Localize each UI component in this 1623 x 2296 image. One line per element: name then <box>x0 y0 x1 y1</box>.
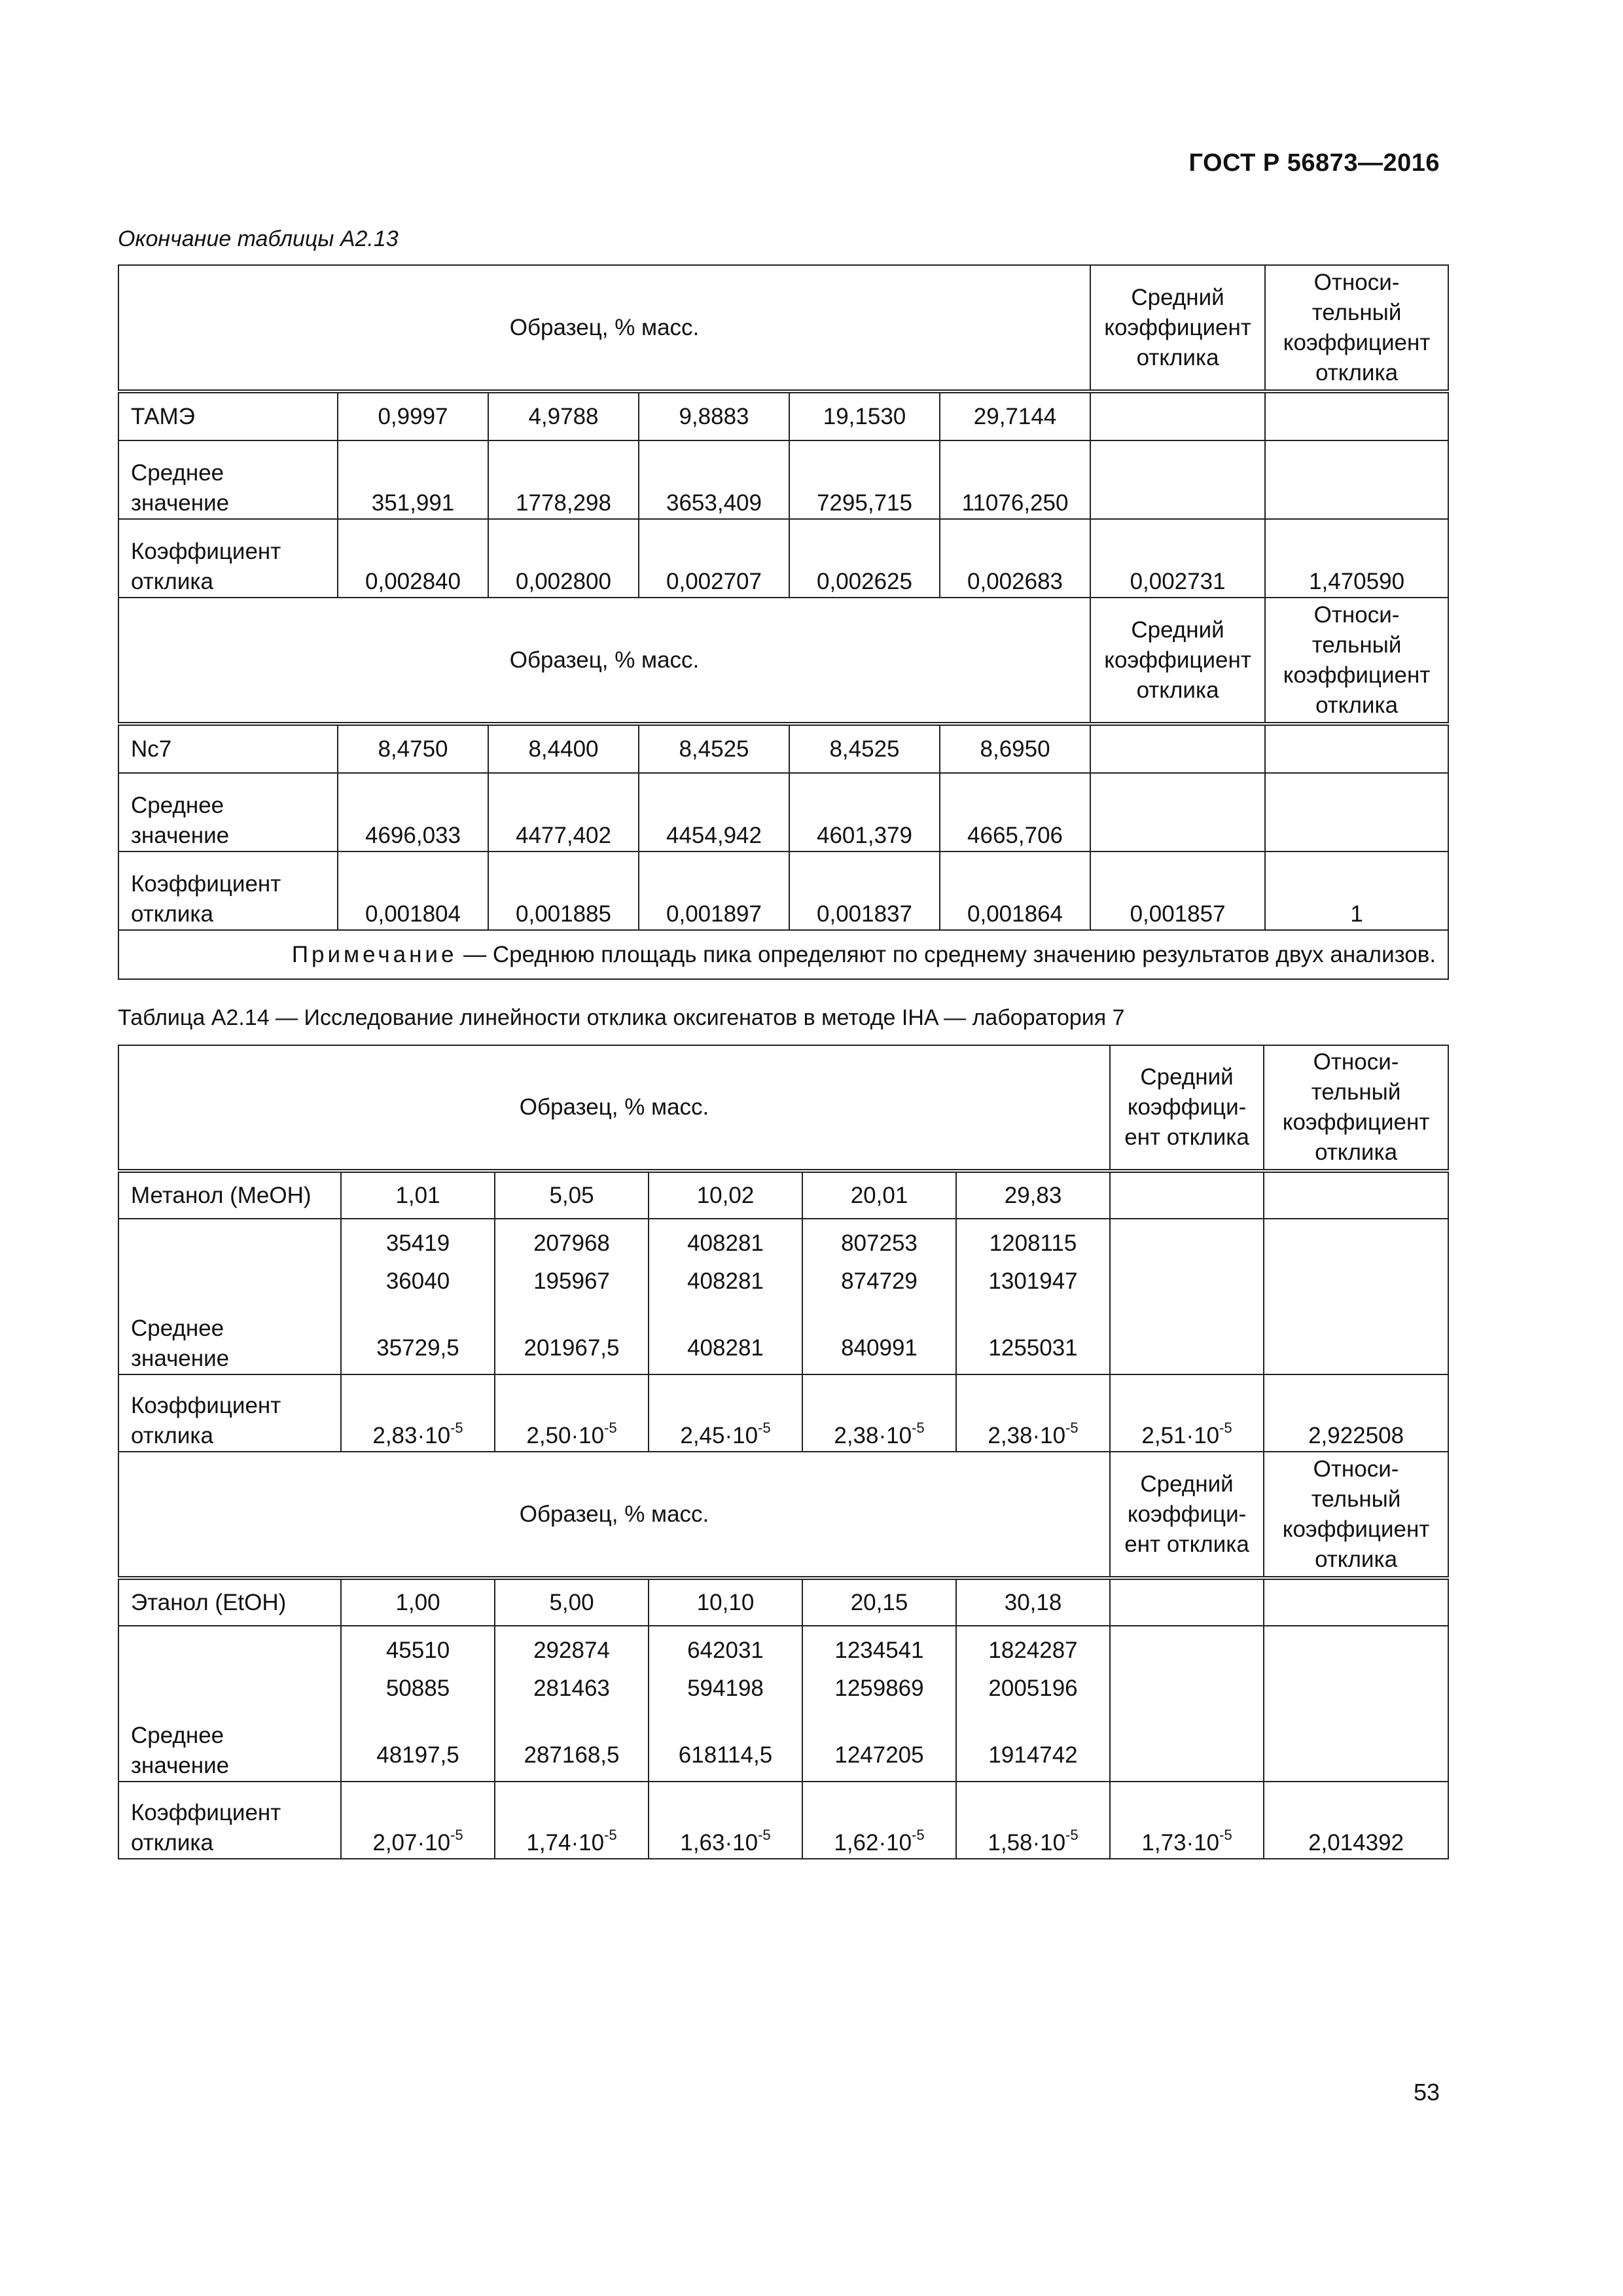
concentration-cell: 8,4525 <box>639 724 789 773</box>
table-row <box>118 1782 1448 1859</box>
empty-cell <box>1265 440 1448 519</box>
coefficient-cell: 0,002707 <box>639 519 789 598</box>
coefficient-cell: 0,002800 <box>488 519 639 598</box>
coefficient-cell: 0,001897 <box>639 852 789 930</box>
avg-coefficient-cell: $1,73\cdot 10^{-5}$ <box>1110 1782 1264 1859</box>
table-row <box>118 440 1448 519</box>
empty-cell <box>1265 724 1448 773</box>
mean-cell: 351,991 <box>338 440 488 519</box>
coefficient-cell: 0,001837 <box>789 852 940 930</box>
concentration-cell: 8,4525 <box>789 724 940 773</box>
header-sample: Образец, % масс. <box>118 1452 1110 1578</box>
area-values-cell: 292874 281463 287168,5 <box>495 1626 649 1782</box>
concentration-cell: 20,01 <box>802 1171 956 1219</box>
concentration-cell: 8,4400 <box>488 724 639 773</box>
header-avg-coefficient: Средний коэффициент отклика <box>1090 598 1265 724</box>
table-continuation-caption: Окончание таблицы А2.13 <box>118 226 399 251</box>
concentration-cell: 1,00 <box>341 1578 495 1626</box>
area-values-cell: 1824287 2005196 1914742 <box>956 1626 1110 1782</box>
table-caption: Таблица А2.14 — Исследование линейности отклика оксигенатов в методе IHA — лаборатория 7 <box>118 1005 1125 1030</box>
table-row <box>118 852 1448 930</box>
coefficient-cell: $2,07\cdot 10^{-5}$ <box>341 1782 495 1859</box>
component-name: ТАМЭ <box>118 391 338 440</box>
coefficient-label: Коэффициент отклика <box>118 1782 341 1859</box>
concentration-cell: 4,9788 <box>488 391 639 440</box>
empty-cell <box>1110 1219 1264 1374</box>
page-number: 53 <box>1413 2079 1440 2106</box>
mean-label: Среднее значение <box>118 1626 341 1782</box>
empty-cell <box>1264 1171 1448 1219</box>
table-row <box>118 391 1448 440</box>
mean-cell: 4696,033 <box>338 773 488 852</box>
concentration-cell: 5,00 <box>495 1578 649 1626</box>
coefficient-label: Коэффициент отклика <box>118 519 338 598</box>
mean-cell: 11076,250 <box>940 440 1090 519</box>
concentration-cell: 0,9997 <box>338 391 488 440</box>
area-values-cell: 1234541 1259869 1247205 <box>802 1626 956 1782</box>
table-row <box>118 1374 1448 1452</box>
concentration-cell: 19,1530 <box>789 391 940 440</box>
concentration-cell: 29,83 <box>956 1171 1110 1219</box>
coefficient-cell: $2,45\cdot 10^{-5}$ <box>649 1374 802 1452</box>
header-relative-coefficient: Относи- тельный коэффициент отклика <box>1265 598 1448 724</box>
coefficient-cell: 0,001864 <box>940 852 1090 930</box>
concentration-cell: 5,05 <box>495 1171 649 1219</box>
mean-cell: 4477,402 <box>488 773 639 852</box>
empty-cell <box>1264 1626 1448 1782</box>
concentration-cell: 20,15 <box>802 1578 956 1626</box>
coefficient-cell: $2,38\cdot 10^{-5}$ <box>802 1374 956 1452</box>
concentration-cell: 10,10 <box>649 1578 802 1626</box>
header-sample: Образец, % масс. <box>118 1045 1110 1171</box>
area-values-cell: 35419 36040 35729,5 <box>341 1219 495 1374</box>
empty-cell <box>1090 391 1265 440</box>
concentration-cell: 8,4750 <box>338 724 488 773</box>
empty-cell <box>1110 1578 1264 1626</box>
coefficient-cell: $1,74\cdot 10^{-5}$ <box>495 1782 649 1859</box>
concentration-cell: 30,18 <box>956 1578 1110 1626</box>
component-name: Nc7 <box>118 724 338 773</box>
empty-cell <box>1265 773 1448 852</box>
linearity-table-a2-14 <box>118 1045 1449 1859</box>
document-title: ГОСТ Р 56873—2016 <box>1188 149 1440 177</box>
empty-cell <box>1110 1626 1264 1782</box>
concentration-cell: 1,01 <box>341 1171 495 1219</box>
area-values-cell: 408281 408281 408281 <box>649 1219 802 1374</box>
mean-cell: 1778,298 <box>488 440 639 519</box>
coefficient-cell: 0,002683 <box>940 519 1090 598</box>
concentration-cell: 10,02 <box>649 1171 802 1219</box>
header-relative-coefficient: Относи- тельный коэффициент отклика <box>1264 1452 1448 1578</box>
mean-label: Среднее значение <box>118 440 338 519</box>
table-row <box>118 1578 1448 1626</box>
area-values-cell: 1208115 1301947 1255031 <box>956 1219 1110 1374</box>
empty-cell <box>1264 1578 1448 1626</box>
avg-coefficient-cell: 0,001857 <box>1090 852 1265 930</box>
coefficient-cell: $1,58\cdot 10^{-5}$ <box>956 1782 1110 1859</box>
relative-coefficient-cell: 2,922508 <box>1264 1374 1448 1452</box>
table-row <box>118 773 1448 852</box>
header-avg-coefficient: Средний коэффици- ент отклика <box>1110 1452 1264 1578</box>
avg-coefficient-cell: $2,51\cdot 10^{-5}$ <box>1110 1374 1264 1452</box>
empty-cell <box>1110 1171 1264 1219</box>
mean-cell: 4454,942 <box>639 773 789 852</box>
table-row <box>118 724 1448 773</box>
empty-cell <box>1090 773 1265 852</box>
relative-coefficient-cell: 1,470590 <box>1265 519 1448 598</box>
mean-label: Среднее значение <box>118 1219 341 1374</box>
coefficient-cell: 0,002840 <box>338 519 488 598</box>
coefficient-cell: $2,83\cdot 10^{-5}$ <box>341 1374 495 1452</box>
coefficient-cell: $1,62\cdot 10^{-5}$ <box>802 1782 956 1859</box>
component-name: Метанол (MeOH) <box>118 1171 341 1219</box>
empty-cell <box>1090 440 1265 519</box>
mean-cell: 4665,706 <box>940 773 1090 852</box>
coefficient-cell: 0,001804 <box>338 852 488 930</box>
table-note: Примечание — Среднюю площадь пика определяют по среднему значению результатов двух анализов. <box>118 930 1448 979</box>
area-values-cell: 45510 50885 48197,5 <box>341 1626 495 1782</box>
coefficient-cell: $2,50\cdot 10^{-5}$ <box>495 1374 649 1452</box>
concentration-cell: 9,8883 <box>639 391 789 440</box>
table-row <box>118 1626 1448 1782</box>
coefficient-cell: $1,63\cdot 10^{-5}$ <box>649 1782 802 1859</box>
coefficient-cell: $2,38\cdot 10^{-5}$ <box>956 1374 1110 1452</box>
relative-coefficient-cell: 1 <box>1265 852 1448 930</box>
coefficient-cell: 0,001885 <box>488 852 639 930</box>
avg-coefficient-cell: 0,002731 <box>1090 519 1265 598</box>
header-relative-coefficient: Относи- тельный коэффициент отклика <box>1264 1045 1448 1171</box>
mean-cell: 4601,379 <box>789 773 940 852</box>
area-values-cell: 807253 874729 840991 <box>802 1219 956 1374</box>
component-name: Этанол (EtOH) <box>118 1578 341 1626</box>
mean-label: Среднее значение <box>118 773 338 852</box>
mean-cell: 7295,715 <box>789 440 940 519</box>
relative-coefficient-cell: 2,014392 <box>1264 1782 1448 1859</box>
concentration-cell: 29,7144 <box>940 391 1090 440</box>
table-row <box>118 519 1448 598</box>
concentration-cell: 8,6950 <box>940 724 1090 773</box>
table-row <box>118 1219 1448 1374</box>
coefficient-label: Коэффициент отклика <box>118 1374 341 1452</box>
coefficient-label: Коэффициент отклика <box>118 852 338 930</box>
empty-cell <box>1090 724 1265 773</box>
header-relative-coefficient: Относи- тельный коэффициент отклика <box>1265 265 1448 391</box>
area-values-cell: 642031 594198 618114,5 <box>649 1626 802 1782</box>
empty-cell <box>1264 1219 1448 1374</box>
coefficient-cell: 0,002625 <box>789 519 940 598</box>
table-row <box>118 1171 1448 1219</box>
response-table-a2-13 <box>118 264 1449 980</box>
mean-cell: 3653,409 <box>639 440 789 519</box>
header-avg-coefficient: Средний коэффициент отклика <box>1090 265 1265 391</box>
header-sample: Образец, % масс. <box>118 265 1090 391</box>
area-values-cell: 207968 195967 201967,5 <box>495 1219 649 1374</box>
header-avg-coefficient: Средний коэффици- ент отклика <box>1110 1045 1264 1171</box>
empty-cell <box>1265 391 1448 440</box>
header-sample: Образец, % масс. <box>118 598 1090 724</box>
